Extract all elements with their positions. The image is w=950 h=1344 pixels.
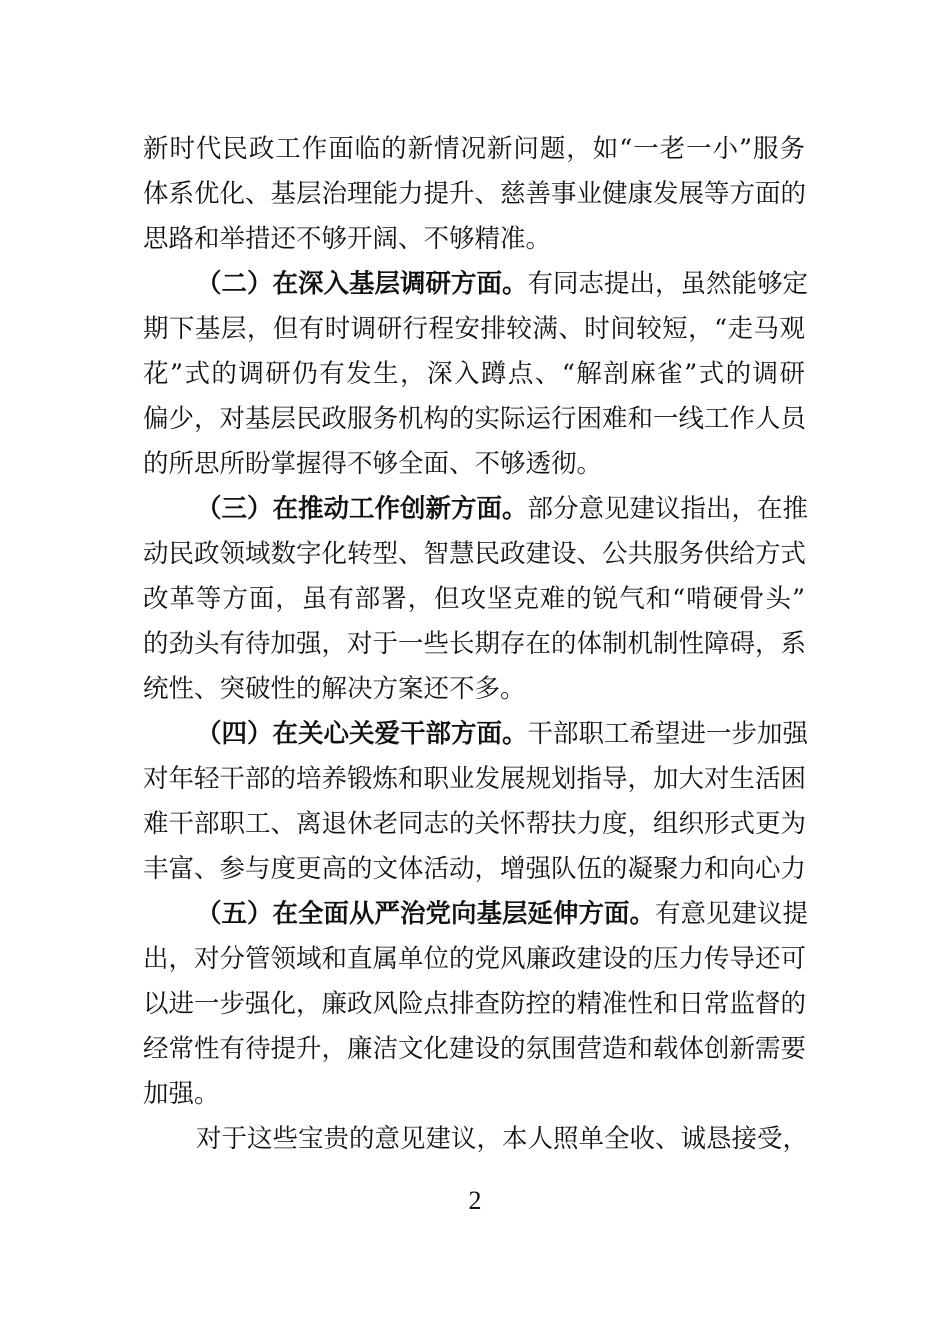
- line-text: 有意见建议提: [655, 899, 809, 929]
- text-line: [143, 577, 805, 622]
- text-line: [143, 847, 805, 892]
- line-text: 部分意见建议指出，在推: [527, 494, 809, 524]
- line-text: 统性、突破性的解决方案还不多。: [143, 674, 526, 704]
- line-text: 对于这些宝贵的意见建议，本人照单全收、诚恳接受，: [196, 1124, 809, 1154]
- text-line: [143, 802, 805, 847]
- line-text: 丰富、参与度更高的文体活动，增强队伍的凝聚力和向心力: [143, 854, 807, 884]
- line-text: 期下基层，但有时调研行程安排较满、时间较短，“走马观: [143, 314, 805, 344]
- section-heading: （三）在推动工作创新方面。: [196, 494, 528, 524]
- text-line: [143, 172, 805, 217]
- line-text: 有同志提出，虽然能够定: [527, 269, 809, 299]
- text-line: [143, 937, 805, 982]
- section-heading: （二）在深入基层调研方面。: [196, 269, 528, 299]
- paragraph-heading-line: [143, 487, 809, 532]
- text-line: [143, 757, 805, 802]
- text-line: [143, 622, 805, 667]
- text-line: [143, 532, 805, 577]
- line-text: 干部职工希望进一步加强: [527, 719, 809, 749]
- line-text: 偏少，对基层民政服务机构的实际运行困难和一线工作人员: [143, 404, 807, 434]
- paragraph-heading-line: [143, 892, 809, 937]
- line-text: 动民政领域数字化转型、智慧民政建设、公共服务供给方式: [143, 539, 807, 569]
- line-text: 新时代民政工作面临的新情况新问题，如“一老一小”服务: [143, 134, 805, 164]
- text-line: [143, 982, 805, 1027]
- line-text: 花”式的调研仍有发生，深入蹲点、“解剖麻雀”式的调研: [143, 359, 805, 389]
- line-text: 思路和举措还不够开阔、不够精准。: [143, 224, 552, 254]
- page-number: 2: [468, 1186, 482, 1215]
- line-text: 体系优化、基层治理能力提升、慈善事业健康发展等方面的: [143, 179, 807, 209]
- line-text: 加强。: [143, 1079, 220, 1109]
- text-line: [143, 127, 805, 172]
- text-line: [143, 1072, 805, 1117]
- line-text: 以进一步强化，廉政风险点排查防控的精准性和日常监督的: [143, 989, 807, 1019]
- line-text: 难干部职工、离退休老同志的关怀帮扶力度，组织形式更为: [143, 809, 807, 839]
- text-line: [143, 217, 805, 262]
- text-line: [143, 667, 805, 712]
- text-line: [143, 442, 805, 487]
- text-line: [143, 352, 805, 397]
- paragraph-heading-line: [143, 262, 809, 307]
- text-line: [143, 397, 805, 442]
- section-heading: （五）在全面从严治党向基层延伸方面。: [196, 899, 656, 929]
- line-text: 改革等方面，虽有部署，但攻坚克难的锐气和“啃硬骨头”: [143, 584, 805, 614]
- text-line: [143, 1117, 809, 1162]
- line-text: 经常性有待提升，廉洁文化建设的氛围营造和载体创新需要: [143, 1034, 807, 1064]
- line-text: 出，对分管领域和直属单位的党风廉政建设的压力传导还可: [143, 944, 807, 974]
- text-line: [143, 1027, 805, 1072]
- text-line: [143, 307, 805, 352]
- line-text: 对年轻干部的培养锻炼和职业发展规划指导，加大对生活困: [143, 764, 807, 794]
- line-text: 的所思所盼掌握得不够全面、不够透彻。: [143, 449, 603, 479]
- line-text: 的劲头有待加强，对于一些长期存在的体制机制性障碍，系: [143, 629, 807, 659]
- section-heading: （四）在关心关爱干部方面。: [196, 719, 528, 749]
- paragraph-heading-line: [143, 712, 809, 757]
